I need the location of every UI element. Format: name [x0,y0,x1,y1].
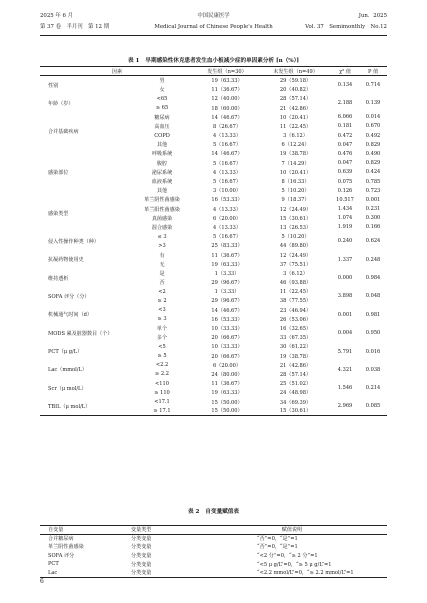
factor-cell: 侵入性操作种类（种） [48,238,99,245]
occurred-group-cell: 20（66.67） [211,335,243,342]
level-cell: 其他 [156,188,168,195]
chi-square-cell: 0.639 [337,169,353,176]
not-occurred-group-cell: 5（10.20） [281,234,310,241]
table-row [40,195,387,204]
chi-square-cell: 0.047 [337,160,353,167]
factor-cell: 性别 [48,82,59,89]
level-cell: 单个 [156,326,168,333]
occurred-group-cell: 10（33.33） [211,326,243,333]
variable-type-cell: 分类变量 [131,536,152,543]
occurred-group-cell: 19（63.33） [211,78,243,85]
p-value-cell: 0.231 [365,206,381,213]
p-value-cell: 0.723 [365,187,381,194]
table2-header-row [40,526,387,535]
factor-cell: 合并基础疾病 [48,128,79,135]
table1-header-row [40,67,387,76]
chi-square-cell: 0.075 [337,178,353,185]
occurred-group-cell: 19（63.33） [211,261,243,268]
occurred-group-cell: 16（53.33） [211,316,243,323]
table2-col-variable: 自变量 [40,526,125,535]
chi-square-cell: 10.517 [336,196,354,203]
p-value-cell: 0.300 [365,215,381,222]
table1-col-not-occurred: 未发生组（n=49） [260,67,331,76]
level-cell: 女 [159,87,165,94]
chi-square-cell: 5.791 [337,348,353,355]
not-occurred-group-cell: 25（51.02） [279,381,312,388]
level-cell: 糖尿病 [154,114,170,121]
table-row [40,149,387,158]
factor-cell: PCT（μ g/L） [48,349,83,356]
table-row [40,560,387,569]
chi-square-cell: 2.188 [337,100,353,107]
occurred-group-cell: 4（13.33） [213,133,242,140]
not-occurred-group-cell: 46（93.88） [279,280,312,287]
level-cell: >3 [158,242,166,249]
occurred-group-cell: 3（10.00） [213,188,242,195]
occurred-group-cell: 15（50.00） [211,399,243,406]
table-row [40,568,387,577]
not-occurred-group-cell: 15（30.61） [279,215,312,222]
chi-square-cell: 0.001 [337,311,353,318]
level-cell: ≥ 2.2 [155,371,169,378]
assignment-cell: “<5 μ g/L”=0，“≥ 5 μ g/L”=1 [257,561,332,568]
table-row [40,113,387,122]
p-value-cell: 0.166 [365,224,381,231]
chi-square-cell: 2.969 [337,403,353,410]
not-occurred-group-cell: 9（18.37） [281,197,310,204]
level-cell: <3 [158,307,166,314]
not-occurred-group-cell: 38（77.55） [279,298,312,305]
not-occurred-group-cell: 8（16.33） [281,179,310,186]
occurred-group-cell: 19（63.33） [211,390,243,397]
p-value-cell: 0.085 [365,403,381,410]
chi-square-cell: 4.321 [337,366,353,373]
p-value-cell: 0.248 [365,256,381,263]
occurred-group-cell: 10（33.33） [211,344,243,351]
level-cell: <2.2 [155,362,169,369]
occurred-group-cell: 6（20.00） [213,362,242,369]
level-cell: 真菌感染 [151,215,173,222]
p-value-cell: 0.016 [365,348,381,355]
chi-square-cell: 0.476 [337,150,353,157]
table2-number: 表 2 [187,509,200,515]
chi-square-cell: 1.546 [337,385,353,392]
p-value-cell: 0.139 [365,100,381,107]
level-cell: 高血压 [154,123,170,130]
occurred-group-cell: 25（83.33） [211,243,243,250]
factor-cell: 机械通气时间（d） [48,312,93,319]
table2-title: 自变量赋值表 [205,509,239,515]
level-cell: 多个 [156,335,168,342]
p-value-cell: 0.714 [365,82,381,89]
level-cell: <5 [158,343,166,350]
chi-square-cell: 3.898 [337,293,353,300]
table-row [40,551,387,560]
table-row [40,232,387,241]
level-cell: <110 [155,380,169,387]
not-occurred-group-cell: 33（67.35） [279,335,312,342]
variable-name-cell: Lac [48,569,58,576]
occurred-group-cell: 15（50.00） [211,408,243,415]
occurred-group-cell: 4（13.33） [213,169,242,176]
header-date-en: Jun．2025 [358,13,387,19]
p-value-cell: 0.214 [365,385,381,392]
occurred-group-cell: 14（46.67） [211,114,243,121]
level-cell: 否 [159,280,165,287]
level-cell: 革兰阳性菌感染 [144,206,180,213]
factor-cell: 抗凝药物使用史 [48,257,84,264]
chi-square-cell: 1.434 [337,206,353,213]
table-row [40,324,387,333]
p-value-cell: 0.048 [365,293,381,300]
chi-square-cell: 1.337 [337,256,353,263]
chi-square-cell: 0.134 [337,82,353,89]
not-occurred-group-cell: 3（6.12） [283,133,308,140]
not-occurred-group-cell: 30（61.22） [279,344,312,351]
occurred-group-cell: 29（96.67） [211,298,243,305]
factor-cell: SOFA 评分（分） [48,293,90,300]
level-cell: <2 [158,288,166,295]
page-number: 6 [40,578,44,585]
table1-col-occurred: 发生组（n=30） [194,67,260,76]
variable-name-cell: PCT [48,561,59,568]
occurred-group-cell: 29（96.67） [211,280,243,287]
header-date-cn: 2025 年 6 月 [40,13,74,19]
level-cell: ≥ 2 [157,297,167,304]
variable-type-cell: 分类变量 [131,544,152,551]
level-cell: 无 [159,261,165,268]
not-occurred-group-cell: 16（32.65） [279,326,312,333]
table2-caption [40,508,387,516]
not-occurred-group-cell: 12（24.49） [279,252,312,259]
variable-type-cell: 分类变量 [131,570,152,577]
p-value-cell: 0.038 [365,366,381,373]
not-occurred-group-cell: 10（20.41） [279,169,312,176]
occurred-group-cell: 11（36.67） [211,381,243,388]
occurred-group-cell: 5（16.67） [213,160,242,167]
not-occurred-group-cell: 26（53.06） [279,316,312,323]
table1-col-chi: χ² 值 [331,67,359,76]
p-value-cell: 0.624 [365,238,381,245]
level-cell: ≥ 65 [155,105,169,112]
table-row [40,543,387,552]
p-value-cell: 0.424 [365,169,381,176]
univariate-analysis-table [40,66,387,416]
chi-square-cell: 0.126 [337,187,353,194]
chi-square-cell: 0.047 [337,141,353,148]
table-row [40,269,387,278]
not-occurred-group-cell: 20（40.82） [279,87,312,94]
occurred-group-cell: 1（3.33） [214,270,240,277]
assignment-cell: “否”=0，“是”=1 [257,536,298,543]
p-value-cell: 0.490 [365,150,381,157]
table-row [40,76,387,85]
factor-cell: 感染部位 [48,169,69,176]
p-value-cell: 0.829 [365,141,381,148]
assignment-cell: “否”=0，“是”=1 [257,544,298,551]
not-occurred-group-cell: 19（38.78） [279,353,312,360]
level-cell: 呼吸系统 [151,151,173,158]
not-occurred-group-cell: 15（30.61） [279,408,312,415]
assignment-cell: “<2 分”=0，“≥ 2 分”=1 [257,553,318,560]
level-cell: 其他 [156,142,168,149]
occurred-group-cell: 16（53.33） [211,197,243,204]
chi-square-cell: 0.472 [337,132,353,139]
level-cell: 男 [159,78,165,85]
not-occurred-group-cell: 12（24.49） [279,206,312,213]
not-occurred-group-cell: 21（42.86） [279,362,312,369]
chi-square-cell: 1.074 [337,215,353,222]
occurred-group-cell: 11（36.67） [211,87,243,94]
chi-square-cell: 0.181 [337,123,353,130]
variable-name-cell: 革兰阴性菌感染 [48,544,84,551]
header-journal-cn: 中国民康医学 [197,13,230,19]
level-cell: ≥ 17.1 [153,407,171,414]
table2-col-assignment: 赋值说明 [197,526,387,535]
not-occurred-group-cell: 44（89.80） [279,243,312,250]
not-occurred-group-cell: 28（57.14） [279,371,312,378]
header-volume-cn: 第 37 卷 半月刊 第 12 期 [40,24,110,30]
p-value-cell: 0.950 [365,330,381,337]
p-value-cell: 0.001 [365,196,381,203]
variable-name-cell: SOFA 评分 [48,553,75,560]
level-cell: 混合感染 [151,224,173,231]
level-cell: 有 [159,252,165,259]
level-cell: ≤ 3 [157,233,167,240]
occurred-group-cell: 8（26.67） [213,123,242,130]
factor-cell: 感染类型 [48,211,69,218]
not-occurred-group-cell: 3（6.12） [283,270,308,277]
table-row [40,397,387,406]
not-occurred-group-cell: 10（20.41） [279,114,312,121]
table-row [40,250,387,259]
chi-square-cell: 0.004 [337,330,353,337]
table-row [40,306,387,315]
table-row [40,379,387,388]
table-row [40,287,387,296]
occurred-group-cell: 11（36.67） [211,252,243,259]
level-cell: <65 [156,95,168,102]
level-cell: <17.1 [154,399,170,406]
p-value-cell: 0.670 [365,123,381,130]
not-occurred-group-cell: 7（14.29） [281,160,310,167]
running-header [40,11,387,45]
occurred-group-cell: 4（13.33） [213,206,242,213]
factor-cell: 年龄（岁） [48,100,74,107]
table1-number: 表 1 [127,58,140,64]
p-value-cell: 0.785 [365,178,381,185]
not-occurred-group-cell: 21（42.86） [279,105,312,112]
p-value-cell: 0.984 [365,275,381,282]
table1-title: 早期感染性休克患者发生血小板减少症的单因素分析 [n（%）] [145,58,300,64]
level-cell: 泌尿系统 [151,169,173,176]
variable-type-cell: 分类变量 [131,553,152,560]
occurred-group-cell: 5（16.67） [213,142,242,149]
not-occurred-group-cell: 5（10.20） [281,188,310,195]
occurred-group-cell: 20（66.67） [211,353,243,360]
not-occurred-group-cell: 34（69.39） [279,399,312,406]
table1-col-p: P 值 [359,67,387,76]
occurred-group-cell: 18（60.00） [211,105,243,112]
level-cell: 腹腔 [156,160,168,167]
occurred-group-cell: 1（3.33） [214,289,240,296]
level-cell: 是 [159,270,165,277]
not-occurred-group-cell: 24（48.98） [279,390,312,397]
p-value-cell: 0.981 [365,311,381,318]
table1-col-factor: 因素 [40,67,194,76]
table-row [40,94,387,103]
occurred-group-cell: 14（46.67） [211,307,243,314]
level-cell: ≥ 5 [157,353,167,360]
factor-cell: MODS 累及脏器数目（个） [48,330,113,337]
table-row [40,342,387,351]
header-rule [40,35,387,36]
factor-cell: Lac（mmol/L） [48,367,87,374]
factor-cell: 维持透析 [48,275,69,282]
level-cell: 血液系统 [151,179,173,186]
not-occurred-group-cell: 19（38.78） [279,151,312,158]
not-occurred-group-cell: 13（26.53） [279,224,312,231]
chi-square-cell: 0.240 [337,238,353,245]
chi-square-cell: 1.919 [337,224,353,231]
occurred-group-cell: 14（46.67） [211,151,243,158]
level-cell: 革兰阴性菌感染 [144,197,180,204]
occurred-group-cell: 5（16.67） [213,234,242,241]
assignment-cell: “<2.2 mmol/L”=0，“≥ 2.2 mmol/L”=1 [257,570,354,577]
variable-assignment-table [40,525,387,578]
factor-cell: Scr（μ mol/L） [48,385,87,392]
occurred-group-cell: 24（80.00） [211,371,243,378]
variable-name-cell: 合并糖尿病 [48,536,74,543]
table2-col-type: 变量类型 [125,526,197,535]
header-volume-en: Vol. 37 Semimonthly No.12 [305,24,387,30]
p-value-cell: 0.014 [365,114,381,121]
not-occurred-group-cell: 6（12.24） [281,142,310,149]
factor-cell: TBIL（μ mol/L） [48,403,91,410]
not-occurred-group-cell: 28（57.14） [279,96,312,103]
p-value-cell: 0.492 [365,132,381,139]
level-cell: ≥ 3 [157,316,167,323]
not-occurred-group-cell: 37（75.51） [279,261,312,268]
not-occurred-group-cell: 11（22.45） [279,289,312,296]
chi-square-cell: 6.066 [337,114,353,121]
not-occurred-group-cell: 11（22.45） [279,123,312,130]
variable-type-cell: 分类变量 [131,561,152,568]
occurred-group-cell: 6（20.00） [213,215,242,222]
level-cell: ≥ 110 [154,389,170,396]
table1-caption [40,57,387,65]
level-cell: COPD [154,132,170,139]
chi-square-cell: 0.000 [337,275,353,282]
not-occurred-group-cell: 29（59.18） [279,78,312,85]
table-row [40,534,387,543]
occurred-group-cell: 4（13.33） [213,224,242,231]
table-row [40,361,387,370]
header-journal-en: Medical Journal of Chinese People's Health [154,24,273,30]
occurred-group-cell: 12（40.00） [211,96,243,103]
occurred-group-cell: 5（16.67） [213,179,242,186]
not-occurred-group-cell: 23（46.94） [279,307,312,314]
p-value-cell: 0.829 [365,160,381,167]
